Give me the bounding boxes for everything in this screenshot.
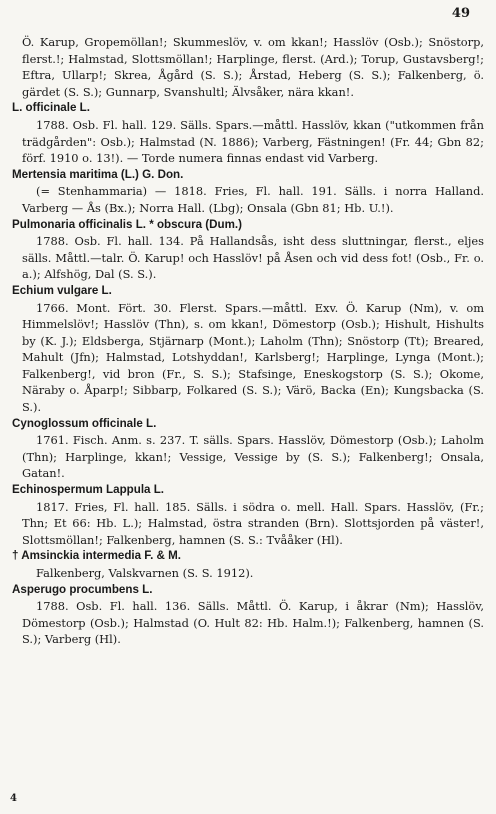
entry-echium-vulgare	[12, 283, 484, 416]
entry-asperugo-procumbens	[12, 582, 484, 648]
entry-text: 1761. Fisch. Anm. s. 237. T. sälls. Spars. Hasslöv, Dömestorp (Osb.); Laholm (Thn); Harplinge, kkan!; Vessige, Vessige by (S. S.); Falkenberg!; Onsala, Gatan!.	[22, 433, 484, 481]
entry-pulmonaria-officinalis	[12, 217, 484, 283]
entry-text: 1817. Fries, Fl. hall. 185. Sälls. i södra o. mell. Hall. Spars. Hasslöv, (Fr.; Thn; Et 66: Hb. L.); Halmstad, östra stranden (Brn). Slottsjorden på väster!, Slottsmöllan!; Falkenberg, hamnen (S. S.: Tvååker (Hl).	[22, 499, 484, 547]
entry-heading: L. officinale L.	[12, 101, 90, 115]
entry-heading: Mertensia maritima (L.) G. Don.	[12, 167, 184, 181]
text-column	[12, 34, 484, 648]
entry-text: 1766. Mont. Fört. 30. Flerst. Spars.—måttl. Exv. Ö. Karup (Nm), v. om Himmelslöv!; Hasslöv (Thn), s. om kkan!, Dömestorp (Osb.); Hishult, Hishults by (K. J.); Eldsberga, Stjärnarp (Mont.); Laholm (Thn); Snöstorp (Tt); Breared, Mahult (Jfn); Halmstad, Lotshyddan!, Karlsberg!; Harplinge, Lynga (Mont.); Falkenberg!, vid bron (Fr., S. S.); Stafsinge, Eneskogstorp (S. S.); Okome, Näraby o. Åparp!; Sibbarp, Folkared (S. S.); Värö, Backa (En); Kungsbacka (S. S.).	[22, 300, 484, 415]
entry-heading: Asperugo procumbens L.	[12, 582, 153, 596]
entry-echinospermum-lappula	[12, 482, 484, 548]
entry-mertensia-maritima	[12, 167, 484, 217]
entry-heading: Cynoglossum officinale L.	[12, 416, 157, 430]
signature-mark: 4	[10, 793, 17, 804]
entry-heading: Echinospermum Lappula L.	[12, 483, 165, 497]
entry-text: Falkenberg, Valskvarnen (S. S. 1912).	[36, 566, 254, 580]
entry-text: 1788. Osb. Fl. hall. 129. Sälls. Spars.—måttl. Hasslöv, kkan ("utkommen från trädgården": Osb.); Halmstad (N. 1886); Varberg, Fästningen! (Fr. 44; Gbn 82; förf. 1910 o. 13!). — Torde numera finnas endast vid Varberg.	[22, 117, 484, 166]
entry-amsinckia-intermedia	[12, 548, 484, 581]
entry-text: 1788. Osb. Fl. hall. 136. Sälls. Måttl. Ö. Karup, i åkrar (Nm); Hasslöv, Dömestorp (Osb.); Halmstad (O. Hult 82: Hb. Halm.!); Falkenberg, hamnen (S. S.); Varberg (Hl).	[22, 599, 484, 647]
entry-text: 1788. Osb. Fl. hall. 134. På Hallandsås, isht dess sluttningar, flerst., eljes sälls. Måttl.—talr. Ö. Karup! och Hasslöv! på Åsen och vid dess fot! (Osb., Fr. o. a.); Alfshög, Dal (S. S.).	[22, 234, 484, 282]
page-number: 49	[451, 6, 470, 21]
intro-paragraph: Ö. Karup, Gropemöllan!; Skummeslöv, v. om kkan!; Hasslöv (Osb.); Snöstorp, flerst.!; Halmstad, Slottsmöllan!; Harplinge, flerst. (Ard.); Torup, Gustavsberg!; Eftra, Ullarp!; Skrea, Ågård (S. S.); Årstad, Heberg (S. S.); Falkenberg, ö. gärdet (S. S.); Gunnarp, Svanshultl; Älvsåker, nära kkan!.	[22, 35, 484, 99]
entry-heading: Pulmonaria officinalis L. * obscura (Dum.)	[12, 217, 242, 231]
entry-heading: † Amsinckia intermedia F. & M.	[12, 549, 182, 563]
entry-lithospermum-officinale	[12, 100, 484, 166]
entry-heading: Echium vulgare L.	[12, 283, 112, 297]
entry-cynoglossum-officinale	[12, 416, 484, 482]
entry-text: (= Stenhammaria) — 1818. Fries, Fl. hall. 191. Sälls. i norra Halland. Varberg — Ås (Bx.); Norra Hall. (Lbg); Onsala (Gbn 81; Hb. U.!).	[22, 184, 484, 215]
